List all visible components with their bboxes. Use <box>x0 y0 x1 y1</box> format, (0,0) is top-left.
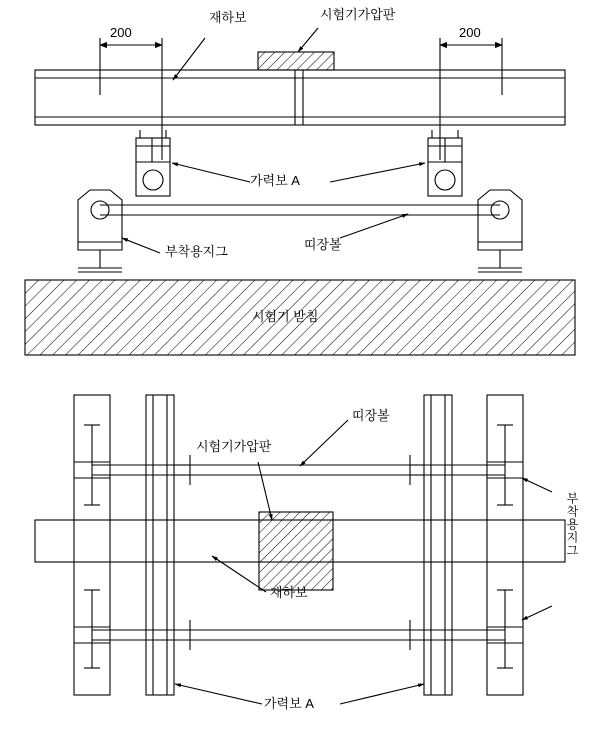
elevation-dimension-right: 200 <box>459 25 481 40</box>
plan-label-tie-rod: 띠장볼 <box>352 408 390 423</box>
elevation-label-tie-rod: 띠장볼 <box>304 237 342 252</box>
plan-label-attachment-jig: 부착용지그 <box>565 492 579 557</box>
elevation-label-testing-machine-platen: 시험기가압판 <box>320 7 396 22</box>
plan-label-testing-machine-platen: 시험기가압판 <box>196 439 272 454</box>
elevation-label-attachment-jig: 부착용지그 <box>165 244 228 259</box>
elevation-dimension-left: 200 <box>110 25 132 40</box>
plan-label-loading-beam: 재하보 <box>270 585 308 600</box>
plan-label-loading-beam-a: 가력보 A <box>264 696 314 711</box>
elevation-label-machine-bed: 시험기 받침 <box>252 309 319 324</box>
elevation-label-loading-beam: 재하보 <box>209 10 247 25</box>
elevation-label-loading-beam-a: 가력보 A <box>250 173 300 188</box>
